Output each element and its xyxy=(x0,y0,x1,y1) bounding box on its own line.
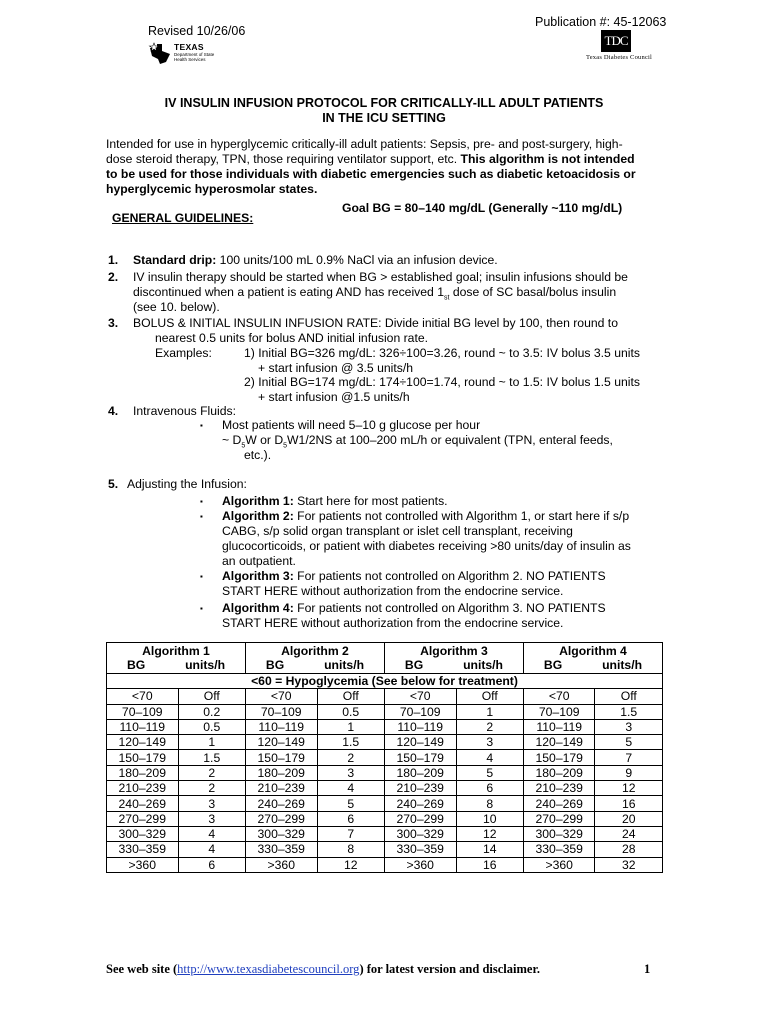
bg-range-cell: 300–329 xyxy=(523,826,595,841)
units-cell: 8 xyxy=(456,796,523,811)
table-row xyxy=(107,796,663,811)
algorithm-name: Algorithm 3 xyxy=(420,644,488,658)
publication-number: Publication #: 45-12063 xyxy=(535,15,667,29)
units-cell: 20 xyxy=(595,811,663,826)
algorithm-4-label: Algorithm 4: xyxy=(222,601,294,615)
page-title-line1: IV INSULIN INFUSION PROTOCOL FOR CRITICALLY-ILL ADULT PATIENTS xyxy=(164,96,604,110)
units-cell: 12 xyxy=(317,857,384,872)
bg-range-cell: 300–329 xyxy=(107,826,179,841)
example-1b: + start infusion @ 3.5 units/h xyxy=(258,361,413,375)
algorithm-subheader xyxy=(107,658,245,672)
algorithm-header-2 xyxy=(245,643,384,674)
item-number-5: 5. xyxy=(108,477,119,491)
standard-drip-text: 100 units/100 mL 0.9% NaCl via an infusion device. xyxy=(216,253,498,267)
units-cell: 5 xyxy=(595,735,663,750)
units-cell: 2 xyxy=(178,781,245,796)
tdc-logo-mark: TDC xyxy=(601,30,631,52)
units-cell: 0.5 xyxy=(317,704,384,719)
units-cell: 2 xyxy=(317,750,384,765)
bg-range-cell: 120–149 xyxy=(245,735,317,750)
bg-range-cell: 120–149 xyxy=(107,735,179,750)
item-5: Adjusting the Infusion: xyxy=(127,477,247,491)
units-cell: 28 xyxy=(595,842,663,857)
units-cell: 5 xyxy=(317,796,384,811)
bg-range-cell: 330–359 xyxy=(107,842,179,857)
units-cell: 7 xyxy=(317,826,384,841)
bg-range-cell: <70 xyxy=(523,689,595,704)
bg-range-cell: 300–329 xyxy=(245,826,317,841)
fluids-bullet-1: Most patients will need 5–10 g glucose per hour xyxy=(222,418,481,432)
bg-range-cell: 270–299 xyxy=(523,811,595,826)
fluids-b2a: ~ D xyxy=(222,433,242,447)
units-cell: 0.5 xyxy=(178,719,245,734)
bg-range-cell: 180–209 xyxy=(107,765,179,780)
table-row xyxy=(107,781,663,796)
bg-range-cell: 70–109 xyxy=(523,704,595,719)
algorithm-subheader xyxy=(385,658,523,672)
units-cell: 1 xyxy=(456,704,523,719)
units-cell: 24 xyxy=(595,826,663,841)
intro-line3: to be used for those individuals with diabetic emergencies such as diabetic ketoacidosis or xyxy=(106,167,636,181)
bg-range-cell: <70 xyxy=(107,689,179,704)
algorithm-4-line2: START HERE without authorization from the endocrine service. xyxy=(222,616,564,630)
item-number-2: 2. xyxy=(108,270,119,284)
units-cell: 1.5 xyxy=(317,735,384,750)
units-cell: 3 xyxy=(178,811,245,826)
units-cell: 1.5 xyxy=(595,704,663,719)
bg-range-cell: 210–239 xyxy=(245,781,317,796)
bg-column-header: BG xyxy=(126,658,146,672)
item-number-1: 1. xyxy=(108,253,119,267)
bg-range-cell: 240–269 xyxy=(523,796,595,811)
bg-range-cell: 150–179 xyxy=(245,750,317,765)
standard-drip-label: Standard drip: xyxy=(133,253,217,267)
units-cell: 1.5 xyxy=(178,750,245,765)
bg-column-header: BG xyxy=(404,658,424,672)
bg-range-cell: >360 xyxy=(107,857,179,872)
intro-line1: Intended for use in hyperglycemic critically-ill adult patients: Sepsis, pre- and post-surgery, high- xyxy=(106,137,623,151)
algorithm-2-line4: an outpatient. xyxy=(222,554,296,568)
table-row xyxy=(107,842,663,857)
example-1: 1) Initial BG=326 mg/dL: 326÷100=3.26, round ~ to 3.5: IV bolus 3.5 units xyxy=(244,346,640,360)
units-cell: 16 xyxy=(456,857,523,872)
bg-range-cell: 270–299 xyxy=(384,811,456,826)
bg-range-cell: >360 xyxy=(523,857,595,872)
units-column-header: units/h xyxy=(602,658,643,672)
tdc-logo-text: Texas Diabetes Council xyxy=(586,54,653,61)
units-cell: 4 xyxy=(456,750,523,765)
table-row xyxy=(107,719,663,734)
units-cell: 6 xyxy=(317,811,384,826)
table-row xyxy=(107,689,663,704)
table-row xyxy=(107,811,663,826)
units-column-header: units/h xyxy=(185,658,226,672)
bg-range-cell: <70 xyxy=(245,689,317,704)
table-row xyxy=(107,704,663,719)
units-column-header: units/h xyxy=(463,658,504,672)
table-row xyxy=(107,735,663,750)
bg-range-cell: 240–269 xyxy=(384,796,456,811)
units-cell: Off xyxy=(595,689,663,704)
intro-line2-bold: This algorithm is not intended xyxy=(460,152,635,166)
bg-range-cell: 110–119 xyxy=(384,719,456,734)
table-header-row xyxy=(107,643,663,674)
units-cell: 6 xyxy=(456,781,523,796)
units-cell: 9 xyxy=(595,765,663,780)
footer xyxy=(106,962,540,977)
units-cell: 2 xyxy=(456,719,523,734)
item-3-line1: BOLUS & INITIAL INSULIN INFUSION RATE: Divide initial BG level by 100, then round to xyxy=(133,316,618,330)
bg-range-cell: 180–209 xyxy=(245,765,317,780)
revised-date: Revised 10/26/06 xyxy=(148,24,246,38)
item-2-line2a: discontinued when a patient is eating AND has received 1 xyxy=(133,285,444,299)
item-1 xyxy=(133,253,498,268)
intro-line4: hyperglycemic hyperosmolar states. xyxy=(106,182,318,196)
units-column-header: units/h xyxy=(324,658,365,672)
example-2b: + start infusion @1.5 units/h xyxy=(258,390,410,404)
units-cell: 16 xyxy=(595,796,663,811)
algorithm-2-line3: glucocorticoids, or patient with diabetes receiving >80 units/day of insulin as xyxy=(222,539,631,553)
algorithm-4-text: For patients not controlled on Algorithm 3. NO PATIENTS xyxy=(293,601,606,615)
units-cell: 7 xyxy=(595,750,663,765)
intro-line2-text: dose steroid therapy, TPN, those requiring ventilator support, etc. xyxy=(106,152,461,166)
item-number-4: 4. xyxy=(108,404,119,418)
goal-bg: Goal BG = 80–140 mg/dL (Generally ~110 mg/dL) xyxy=(342,201,623,215)
units-cell: 10 xyxy=(456,811,523,826)
intro-line2 xyxy=(106,152,635,167)
algorithm-3-text: For patients not controlled on Algorithm 2. NO PATIENTS xyxy=(293,569,606,583)
algorithm-1-label: Algorithm 1: xyxy=(222,494,294,508)
algorithm-3-desc xyxy=(222,569,606,584)
algorithm-name: Algorithm 4 xyxy=(559,644,627,658)
example-2: 2) Initial BG=174 mg/dL: 174÷100=1.74, round ~ to 1.5: IV bolus 1.5 units xyxy=(244,375,640,389)
algorithm-header-4 xyxy=(523,643,662,674)
bg-range-cell: 210–239 xyxy=(107,781,179,796)
units-cell: 5 xyxy=(456,765,523,780)
bg-range-cell: 110–119 xyxy=(107,719,179,734)
item-2-line2b: dose of SC basal/bolus insulin xyxy=(449,285,617,299)
table-row xyxy=(107,826,663,841)
texas-dshs-logo xyxy=(148,42,228,66)
bg-range-cell: 150–179 xyxy=(523,750,595,765)
bg-range-cell: 120–149 xyxy=(384,735,456,750)
item-number-3: 3. xyxy=(108,316,119,330)
item-4: Intravenous Fluids: xyxy=(133,404,236,418)
units-cell: 12 xyxy=(456,826,523,841)
texas-logo-word: TEXAS xyxy=(174,42,204,52)
hypoglycemia-note: <60 = Hypoglycemia (See below for treatment) xyxy=(107,674,663,689)
bg-range-cell: 110–119 xyxy=(523,719,595,734)
algorithm-3-line2: START HERE without authorization from the endocrine service. xyxy=(222,584,564,598)
bg-range-cell: 70–109 xyxy=(384,704,456,719)
bg-range-cell: 330–359 xyxy=(384,842,456,857)
algorithm-name: Algorithm 1 xyxy=(142,644,210,658)
algorithm-table xyxy=(106,642,663,873)
units-cell: Off xyxy=(317,689,384,704)
bg-range-cell: <70 xyxy=(384,689,456,704)
page-number: 1 xyxy=(644,962,651,976)
bg-column-header: BG xyxy=(543,658,563,672)
table-row xyxy=(107,857,663,872)
bullet: ▪ xyxy=(200,512,203,521)
website-link[interactable]: http://www.texasdiabetescouncil.org xyxy=(177,962,360,976)
units-cell: 3 xyxy=(178,796,245,811)
algorithm-1-text: Start here for most patients. xyxy=(293,494,448,508)
algorithm-subheader xyxy=(246,658,384,672)
algorithm-2-desc xyxy=(222,509,629,524)
units-cell: 4 xyxy=(178,826,245,841)
bg-range-cell: 270–299 xyxy=(107,811,179,826)
algorithm-table-body xyxy=(107,643,663,873)
units-cell: 32 xyxy=(595,857,663,872)
bg-range-cell: >360 xyxy=(384,857,456,872)
units-cell: 6 xyxy=(178,857,245,872)
bullet: ▪ xyxy=(200,572,203,581)
bg-range-cell: 210–239 xyxy=(384,781,456,796)
fluids-b2c: W1/2NS at 100–200 mL/h or equivalent (TPN, enteral feeds, xyxy=(287,433,613,447)
page-title-line2: IN THE ICU SETTING xyxy=(322,111,446,125)
texas-logo-subtitle: Department of State Health Services xyxy=(174,52,215,62)
bg-range-cell: 240–269 xyxy=(245,796,317,811)
item-2-line1: IV insulin therapy should be started when BG > established goal; insulin infusions should be xyxy=(133,270,628,284)
units-cell: 1 xyxy=(178,735,245,750)
algorithm-3-label: Algorithm 3: xyxy=(222,569,294,583)
bg-range-cell: 330–359 xyxy=(245,842,317,857)
units-cell: 8 xyxy=(317,842,384,857)
units-cell: 0.2 xyxy=(178,704,245,719)
algorithm-name: Algorithm 2 xyxy=(281,644,349,658)
fluids-b2sub1: 5 xyxy=(241,442,246,450)
bullet: ▪ xyxy=(200,604,203,613)
fluids-bullet-2-cont: etc.). xyxy=(244,448,272,462)
units-cell: 3 xyxy=(595,719,663,734)
bg-range-cell: 240–269 xyxy=(107,796,179,811)
bullet: ▪ xyxy=(200,497,203,506)
bg-range-cell: 180–209 xyxy=(384,765,456,780)
units-cell: 4 xyxy=(317,781,384,796)
algorithm-1-desc xyxy=(222,494,448,509)
item-3-line2: nearest 0.5 units for bolus AND initial infusion rate. xyxy=(155,331,429,345)
table-row xyxy=(107,750,663,765)
table-row xyxy=(107,765,663,780)
bg-range-cell: 110–119 xyxy=(245,719,317,734)
algorithm-2-label: Algorithm 2: xyxy=(222,509,294,523)
algorithm-subheader xyxy=(524,658,662,672)
bg-range-cell: >360 xyxy=(245,857,317,872)
fluids-b2sub2: 5 xyxy=(283,442,288,450)
tdc-logo xyxy=(586,30,653,66)
units-cell: 4 xyxy=(178,842,245,857)
item-2-superscript: st xyxy=(443,294,450,302)
bullet: ▪ xyxy=(200,421,203,430)
hypoglycemia-row xyxy=(107,674,663,689)
general-guidelines-heading: GENERAL GUIDELINES: xyxy=(112,211,254,225)
units-cell: 3 xyxy=(456,735,523,750)
bg-range-cell: 70–109 xyxy=(245,704,317,719)
fluids-bullet-2 xyxy=(222,433,613,453)
algorithm-2-line2: CABG, s/p solid organ transplant or islet cell transplant, receiving xyxy=(222,524,573,538)
algorithm-header-1 xyxy=(107,643,246,674)
bg-range-cell: 150–179 xyxy=(384,750,456,765)
algorithm-2-text: For patients not controlled with Algorithm 1, or start here if s/p xyxy=(293,509,630,523)
units-cell: 1 xyxy=(317,719,384,734)
units-cell: 2 xyxy=(178,765,245,780)
bg-range-cell: 210–239 xyxy=(523,781,595,796)
footer-prefix: See web site ( xyxy=(106,962,178,976)
units-cell: 14 xyxy=(456,842,523,857)
units-cell: 12 xyxy=(595,781,663,796)
bg-range-cell: 330–359 xyxy=(523,842,595,857)
units-cell: Off xyxy=(178,689,245,704)
bg-range-cell: 150–179 xyxy=(107,750,179,765)
bg-range-cell: 70–109 xyxy=(107,704,179,719)
bg-range-cell: 120–149 xyxy=(523,735,595,750)
units-cell: 3 xyxy=(317,765,384,780)
bg-column-header: BG xyxy=(265,658,285,672)
algorithm-4-desc xyxy=(222,601,606,616)
bg-range-cell: 180–209 xyxy=(523,765,595,780)
bg-range-cell: 270–299 xyxy=(245,811,317,826)
algorithm-header-3 xyxy=(384,643,523,674)
item-2-line3: (see 10. below). xyxy=(133,300,220,314)
bg-range-cell: 300–329 xyxy=(384,826,456,841)
fluids-b2b: W or D xyxy=(245,433,284,447)
examples-label: Examples: xyxy=(155,346,212,360)
units-cell: Off xyxy=(456,689,523,704)
footer-suffix: ) for latest version and disclaimer. xyxy=(359,962,540,976)
